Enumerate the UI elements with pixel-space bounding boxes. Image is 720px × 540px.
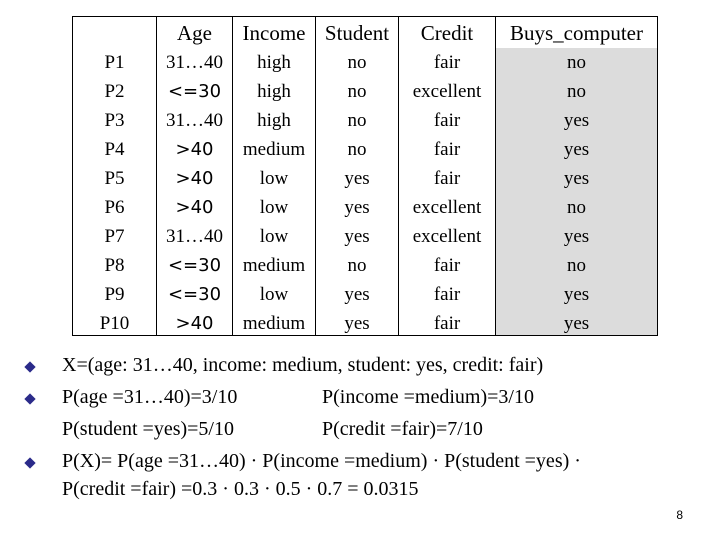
cell-income: low [259, 284, 289, 305]
cell-p8: P8 [104, 255, 125, 276]
cell-p2: P2 [104, 81, 125, 102]
cell-age: <=30 [167, 255, 222, 276]
cell-age: 31…40 [166, 52, 223, 73]
cell-credit: excellent [412, 226, 482, 247]
bullet-text-p-income: P(income =medium)=3/10 [322, 386, 534, 408]
bullet-text-p-x: P(X)= P(age =31…40) · P(income =medium) · P(student =yes) · [62, 450, 581, 472]
cell-buys-computer: no [567, 81, 586, 102]
cell-credit: fair [433, 168, 461, 189]
column-credit [399, 17, 496, 335]
cell-student: yes [344, 284, 370, 305]
column-age [157, 17, 233, 335]
bullet-text-p-student: P(student =yes)=5/10 [62, 418, 234, 440]
cell-age: 31…40 [166, 110, 223, 131]
column-buys-computer [496, 17, 657, 335]
bullet-diamond-icon [24, 393, 35, 404]
bullet-diamond-icon [24, 457, 35, 468]
cell-student: yes [344, 313, 370, 334]
bullet-diamond-icon [24, 361, 35, 372]
cell-income: high [257, 52, 291, 73]
header-student: Student [324, 21, 390, 45]
cell-p4: P4 [104, 139, 125, 160]
cell-student: no [347, 255, 367, 276]
cell-income: high [257, 81, 291, 102]
cell-credit: fair [433, 255, 461, 276]
cell-p1: P1 [104, 52, 125, 73]
cell-credit: fair [433, 284, 461, 305]
cell-student: yes [344, 168, 370, 189]
cell-buys-computer: yes [563, 226, 590, 247]
cell-student: no [347, 110, 367, 131]
column-id [73, 17, 157, 335]
cell-p10: P10 [99, 313, 130, 334]
data-table [72, 16, 658, 336]
cell-income: low [259, 168, 289, 189]
cell-income: high [257, 110, 291, 131]
column-student [316, 17, 399, 335]
cell-buys-computer: yes [563, 284, 590, 305]
bullet-text-p-credit: P(credit =fair)=7/10 [322, 418, 483, 440]
cell-buys-computer: yes [563, 313, 590, 334]
header-age: Age [177, 21, 212, 45]
column-income [233, 17, 316, 335]
cell-credit: fair [433, 110, 461, 131]
cell-age: >40 [175, 168, 214, 189]
cell-student: no [347, 139, 367, 160]
cell-student: yes [344, 197, 370, 218]
cell-age: >40 [175, 139, 214, 160]
header-income: Income [242, 21, 306, 45]
header-credit: Credit [420, 21, 474, 45]
bullet-text-p-age: P(age =31…40)=3/10 [62, 386, 238, 408]
cell-income: low [259, 226, 289, 247]
cell-age: <=30 [167, 81, 222, 102]
cell-student: no [347, 81, 367, 102]
page-number: 8 [676, 508, 683, 522]
cell-student: no [347, 52, 367, 73]
cell-credit: fair [433, 139, 461, 160]
header-buys-computer: Buys_computer [496, 17, 657, 48]
cell-student: yes [344, 226, 370, 247]
cell-p9: P9 [104, 284, 125, 305]
cell-buys-computer: no [567, 255, 586, 276]
cell-credit: fair [433, 313, 461, 334]
cell-age: >40 [175, 197, 214, 218]
cell-buys-computer: yes [563, 168, 590, 189]
header-cell [73, 19, 156, 48]
cell-income: medium [242, 313, 306, 334]
cell-income: low [259, 197, 289, 218]
cell-age: <=30 [167, 284, 222, 305]
bullet-text-result: P(credit =fair) =0.3 · 0.3 · 0.5 · 0.7 = 0.0315 [62, 478, 419, 500]
cell-credit: excellent [412, 81, 482, 102]
cell-age: 31…40 [166, 226, 223, 247]
cell-credit: excellent [412, 197, 482, 218]
cell-credit: fair [433, 52, 461, 73]
cell-p6: P6 [104, 197, 125, 218]
cell-age: >40 [175, 313, 214, 334]
bullet-text-x: X=(age: 31…40, income: medium, student: yes, credit: fair) [62, 354, 544, 376]
cell-p5: P5 [104, 168, 125, 189]
cell-buys-computer: yes [563, 110, 590, 131]
cell-income: medium [242, 139, 306, 160]
cell-buys-computer: no [567, 197, 586, 218]
cell-buys-computer: yes [563, 139, 590, 160]
cell-income: medium [242, 255, 306, 276]
cell-p3: P3 [104, 110, 125, 131]
cell-p7: P7 [104, 226, 125, 247]
cell-buys-computer: no [567, 52, 586, 73]
